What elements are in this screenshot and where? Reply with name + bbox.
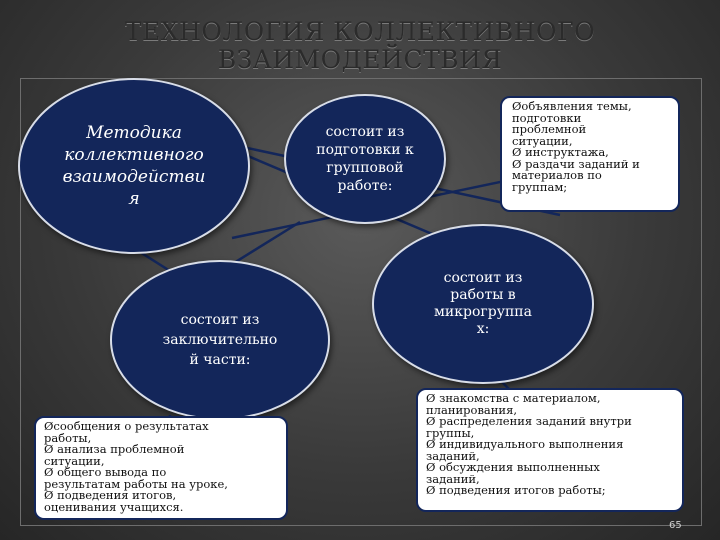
microgroup-detail-line: Ø обсуждения выполненных [426,460,600,474]
microgroup-detail-line: заданий, [426,471,480,486]
main-node-ellipse [18,78,250,254]
final-node-ellipse [110,260,330,420]
preparation-detail-line: проблемной [512,122,587,136]
microgroups-node-label: состоит из работы в микрогруппа х: [434,270,532,337]
title-line-2: ВЗАИМОДЕЙСТВИЯ [217,45,503,74]
title-line-1: ТЕХНОЛОГИЯ КОЛЛЕКТИВНОГО [124,17,596,46]
microgroup-detail-line: Ø индивидуального выполнения [426,437,624,451]
final-detail-line: ситуации, [44,453,105,468]
final-node-label: состоит из заключительно й части: [162,312,278,368]
preparation-node-label: состоит из подготовки к групповой работе: [316,124,414,194]
final-detail-line: работы, [44,430,92,445]
final-details-box [34,416,288,520]
preparation-detail-line: Ø инструктажа, [512,145,609,159]
preparation-details-box [500,96,680,212]
main-node-label: Методика коллективного взаимодействи я [62,123,206,209]
page-number: 65 [669,520,682,531]
final-detail-line: Øсообщения о результатах [44,419,209,433]
preparation-node-ellipse [284,94,446,224]
preparation-detail-line: материалов по [512,168,602,182]
microgroup-detail-line: планирования, [426,402,518,417]
final-detail-line: оценивания учащихся. [44,499,184,514]
microgroup-detail-line: заданий, [426,448,480,463]
microgroups-node-ellipse [372,224,594,384]
final-detail-line: Ø анализа проблемной [44,442,185,456]
microgroup-detail-line: Ø знакомства с материалом, [426,391,601,405]
microgroup-detail-line: Ø распределения заданий внутри [426,414,632,428]
preparation-detail-line: Øобъявления темы, [512,99,632,113]
preparation-detail-line: группам; [512,179,568,194]
final-detail-line: Ø общего вывода по [44,465,167,479]
final-detail-line: Ø подведения итогов, [44,488,177,502]
final-detail-line: результатам работы на уроке, [44,476,228,491]
preparation-detail-line: Ø раздачи заданий и [512,156,640,171]
microgroup-detail-line: группы, [426,425,475,440]
microgroup-detail-line: Ø подведения итогов работы; [426,483,606,497]
microgroup-details-box [416,388,684,512]
preparation-detail-line: ситуации, [512,133,573,148]
preparation-detail-line: подготовки [512,110,582,125]
